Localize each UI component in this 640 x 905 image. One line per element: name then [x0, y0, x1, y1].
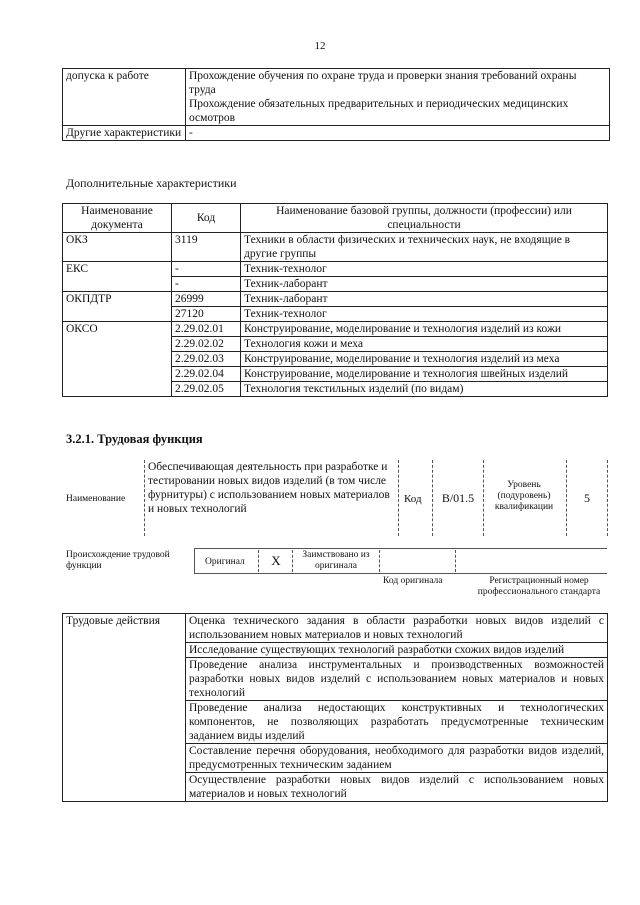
- original-mark: X: [271, 553, 281, 568]
- name-cell: Техник-лаборант: [241, 292, 608, 307]
- name-cell: Техник-технолог: [241, 307, 608, 322]
- code-cell: 27120: [172, 307, 241, 322]
- row-label: Другие характеристики: [63, 126, 186, 141]
- doc-cell: ОКЗ: [63, 233, 172, 262]
- table-row: [63, 262, 608, 277]
- name-cell: Техник-лаборант: [241, 277, 608, 292]
- action-item: Проведение анализа инструментальных и производственных возможностей разработки новых видов изделий с использованием новых материалов и новых технологий: [186, 658, 608, 701]
- name-cell: Техник-технолог: [241, 262, 608, 277]
- action-item: Составление перечня оборудования, необходимого для разработки видов изделий, предусмотренных техническим заданием: [186, 744, 608, 773]
- name-cell: Техники в области физических и технических наук, не входящие в другие группы: [241, 233, 608, 262]
- code-cell: 2.29.02.05: [172, 382, 241, 397]
- action-item: Проведение анализа недостающих конструктивных и технологических компонентов, не позволяющих разработать предусмотренные техническим заданием виды изделий: [186, 701, 608, 744]
- name-cell: Конструирование, моделирование и технология швейных изделий: [241, 367, 608, 382]
- code-cell: 26999: [172, 292, 241, 307]
- section-title: 3.2.1. Трудовая функция: [66, 432, 203, 446]
- row-value: [186, 69, 610, 126]
- original-label: Оригинал: [205, 557, 245, 567]
- code-cell: 2.29.02.04: [172, 367, 241, 382]
- code-original-box: [379, 550, 456, 572]
- action-item: Исследование существующих технологий разработки схожих видов изделий: [186, 643, 608, 658]
- code-cell: 2.29.02.02: [172, 337, 241, 352]
- action-item: Осуществление разработки новых видов изделий с использованием новых материалов и новых технологий: [186, 773, 608, 802]
- level-box: [566, 460, 608, 536]
- row-label: допуска к работе: [63, 69, 186, 126]
- page-number: 12: [314, 40, 326, 52]
- header-doc: Наименование документа: [63, 204, 172, 233]
- table-row: [63, 322, 608, 337]
- code-cell: 3119: [172, 233, 241, 262]
- original-mark-box: [258, 550, 293, 572]
- requirement-line: Прохождение обязательных предварительных и периодических медицинских осмотров: [189, 98, 569, 124]
- code-original-caption: Код оригинала: [383, 576, 443, 586]
- level-value: 5: [584, 491, 590, 505]
- action-item: Оценка технического задания в области разработки новых видов изделий с использованием новых материалов и новых технологий: [186, 614, 608, 643]
- reg-number-caption: Регистрационный номер профессионального стандарта: [477, 576, 601, 597]
- table-header-row: [63, 204, 608, 233]
- table-row: [63, 614, 608, 643]
- function-name-box: [144, 460, 399, 536]
- requirement-line: Прохождение обучения по охране труда и проверки знания требований охраны труда: [189, 70, 577, 96]
- requirements-table: [62, 68, 610, 141]
- code-cell: -: [172, 277, 241, 292]
- table-row: [63, 233, 608, 262]
- name-cell: Технология текстильных изделий (по видам): [241, 382, 608, 397]
- name-cell: Конструирование, моделирование и технология изделий из кожи: [241, 322, 608, 337]
- header-name: Наименование базовой группы, должности (профессии) или специальности: [241, 204, 608, 233]
- labor-actions-table: [62, 613, 608, 802]
- doc-cell: ОКСО: [63, 322, 172, 397]
- actions-label: Трудовые действия: [63, 614, 186, 802]
- additional-characteristics-table: [62, 203, 608, 397]
- code-cell: 2.29.02.03: [172, 352, 241, 367]
- name-cell: Конструирование, моделирование и технология изделий из меха: [241, 352, 608, 367]
- reg-number-box: [455, 550, 607, 572]
- table-row: [63, 69, 610, 126]
- table-row: [63, 126, 610, 141]
- level-label: Уровень (подуровень) квалификации: [494, 480, 554, 512]
- code-cell: -: [172, 262, 241, 277]
- code-label: Код: [404, 493, 422, 505]
- function-code-box: [432, 460, 484, 536]
- table-row: [63, 292, 608, 307]
- name-cell: Технология кожи и меха: [241, 337, 608, 352]
- name-label: Наименование: [66, 494, 126, 504]
- code-cell: 2.29.02.01: [172, 322, 241, 337]
- origin-label: Происхождение трудовой функции: [66, 550, 170, 571]
- header-code: Код: [172, 204, 241, 233]
- row-value: -: [186, 126, 610, 141]
- additional-heading: Дополнительные характеристики: [66, 176, 237, 190]
- function-name: Обеспечивающая деятельность при разработке и тестировании новых видов изделий (в том числе фурнитуры) с использованием новых материалов и новых технологий: [148, 461, 390, 515]
- doc-cell: ЕКС: [63, 262, 172, 292]
- borrowed-label: Заимствовано из оригинала: [292, 550, 379, 572]
- doc-cell: ОКПДТР: [63, 292, 172, 322]
- function-code: B/01.5: [441, 491, 475, 505]
